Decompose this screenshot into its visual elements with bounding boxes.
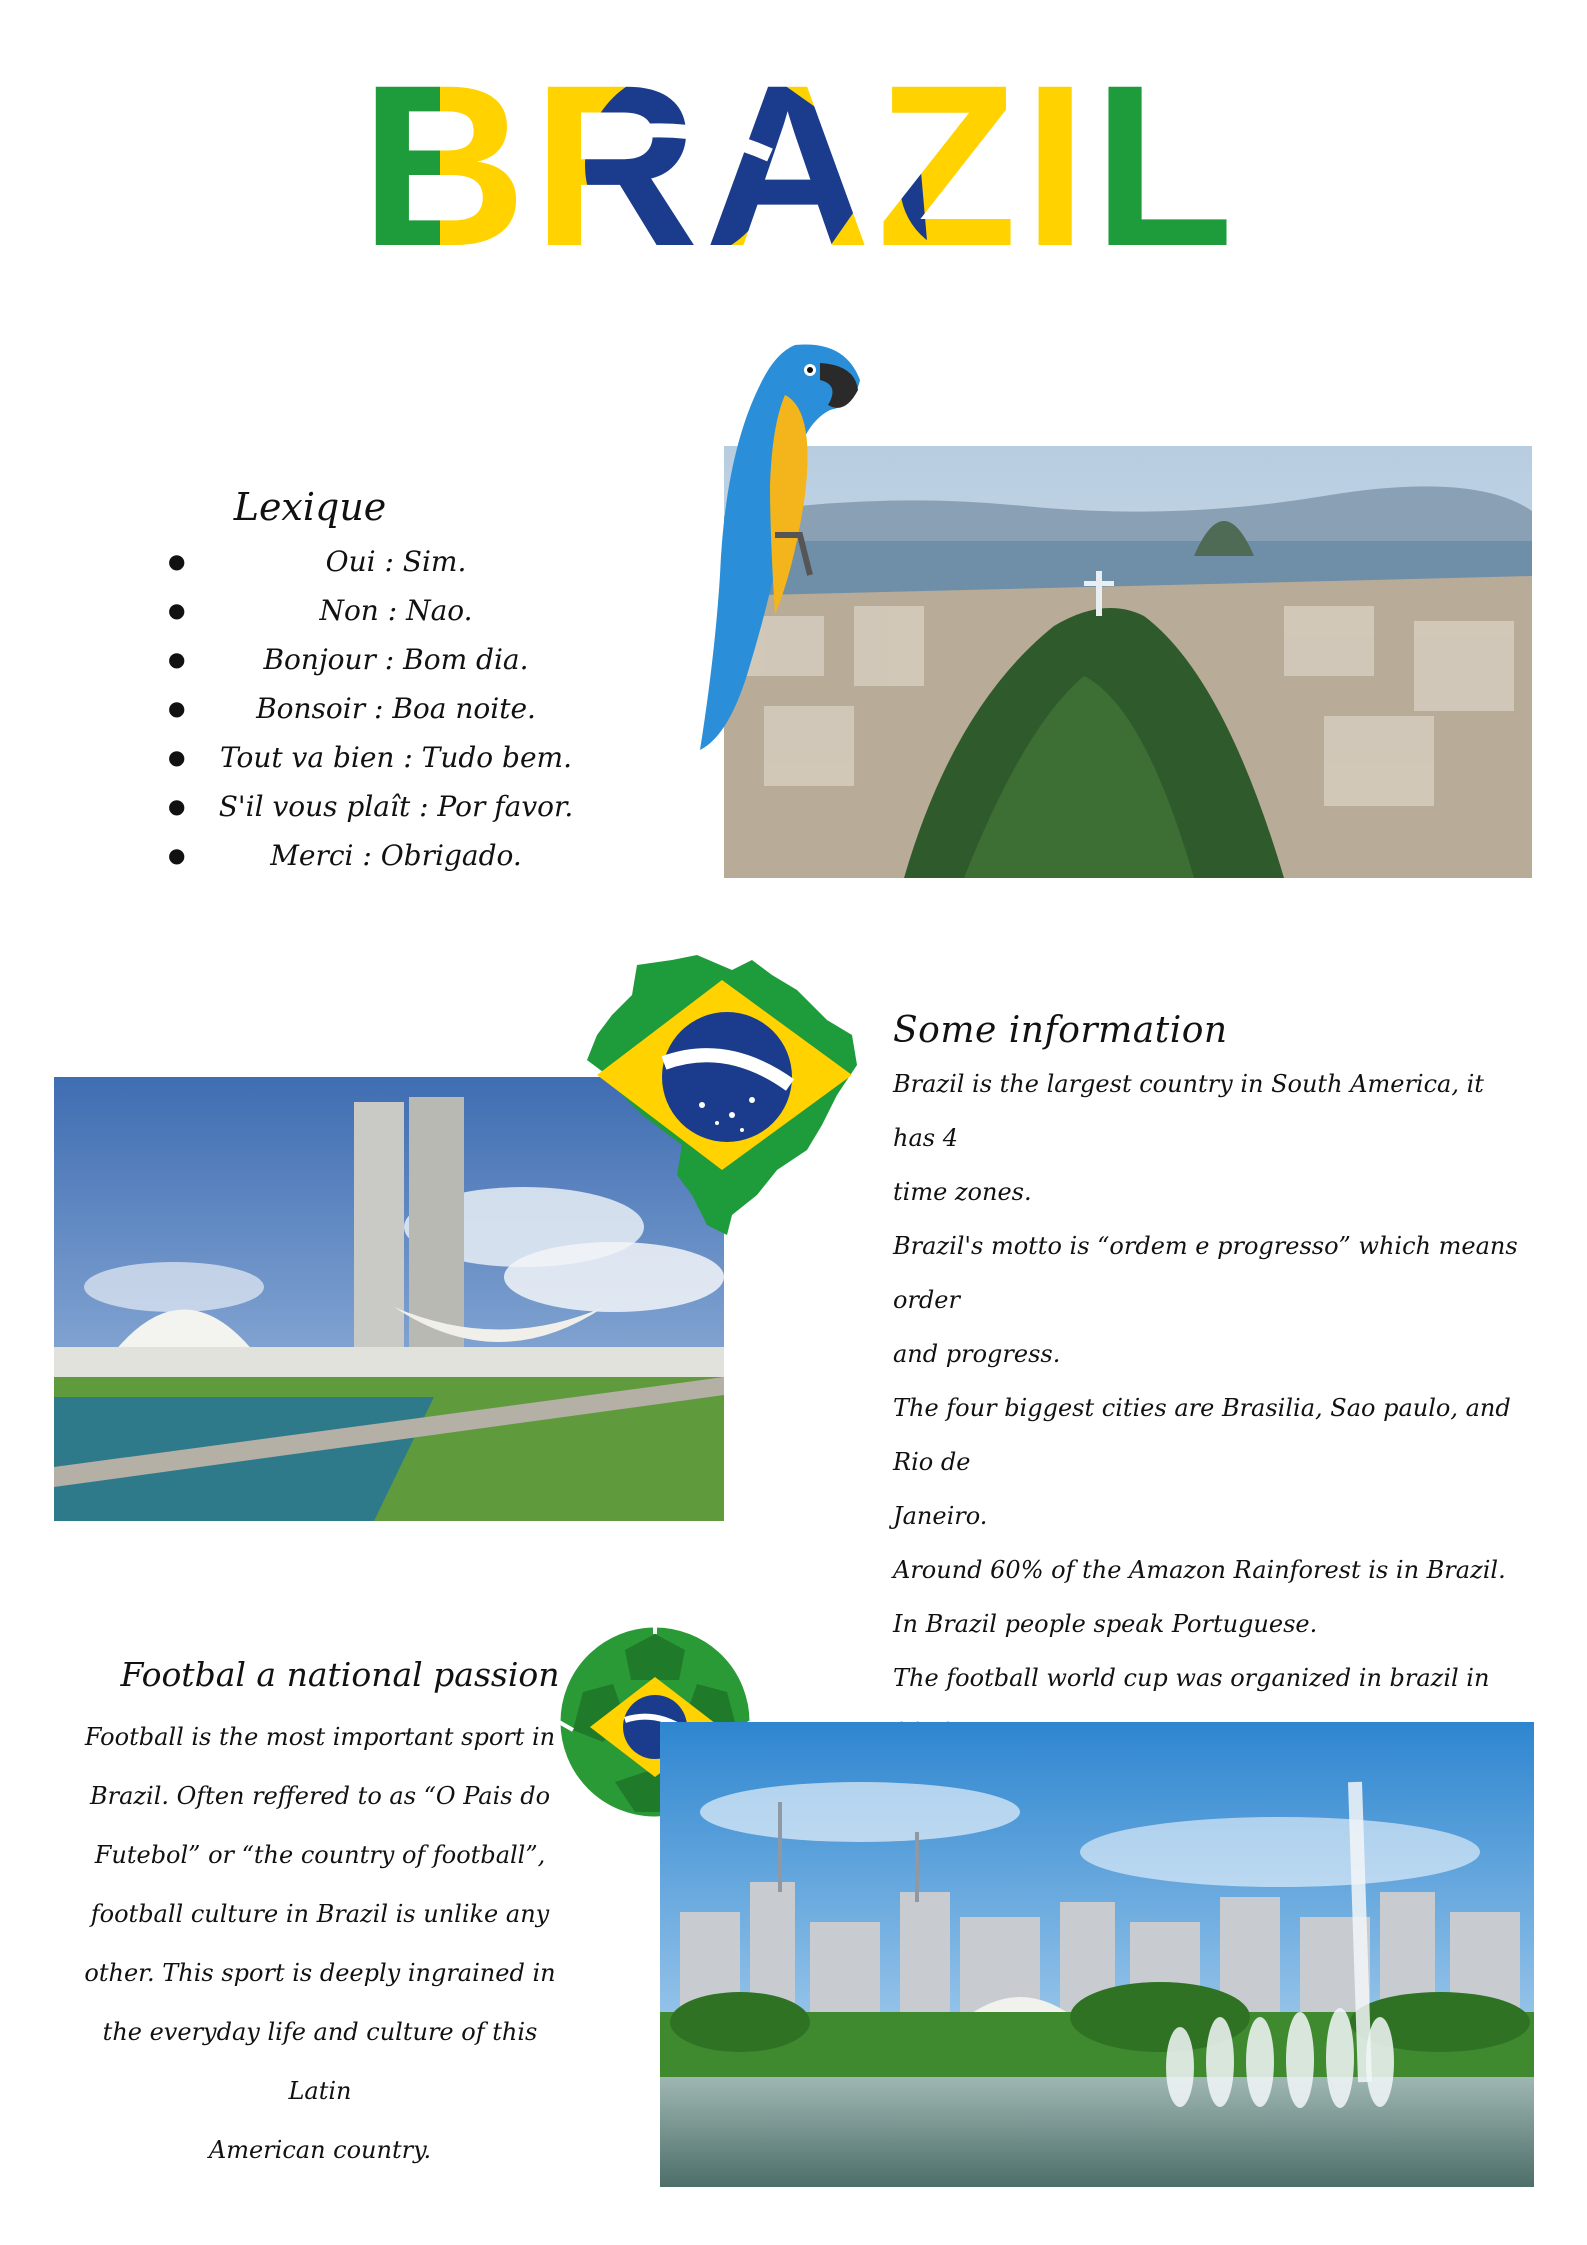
football-line: Brazil. Often reffered to as “O Pais do [89, 1782, 551, 1810]
info-line: Brazil is the largest country in South America, it has 4 [893, 1070, 1484, 1152]
bullet-icon: ● [168, 843, 186, 867]
football-section [80, 1655, 560, 2180]
info-heading: Some information [893, 1010, 1228, 1051]
lexique-section [160, 485, 574, 880]
info-line: Janeiro. [893, 1502, 988, 1530]
list-item: ● Bonsoir : Boa noite. [160, 684, 560, 733]
football-line: the everyday life and culture of this Latin [102, 2018, 538, 2105]
list-item: ● S'il vous plaît : Por favor. [160, 782, 560, 831]
bullet-icon: ● [168, 696, 186, 720]
football-line: Futebol” or “the country of football”, [94, 1841, 546, 1869]
bullet-icon: ● [168, 598, 186, 622]
football-heading: Footbal a national passion [120, 1655, 560, 1694]
list-item: ● Bonjour : Bom dia. [160, 635, 560, 684]
bullet-icon: ● [168, 794, 186, 818]
lexique-heading: Lexique [233, 485, 387, 529]
info-line: Around 60% of the Amazon Rainforest is in Brazil. [893, 1556, 1506, 1584]
bullet-icon: ● [168, 745, 186, 769]
lexique-list [160, 537, 574, 880]
football-line: other. This sport is deeply ingrained in [84, 1959, 556, 1987]
info-line: In Brazil people speak Portuguese. [893, 1610, 1318, 1638]
list-item: ● Merci : Obrigado. [160, 831, 560, 880]
bullet-icon: ● [168, 647, 186, 671]
info-line: The football world cup was organized in brazil in [893, 1664, 1490, 1692]
sao-paulo-park-photo [660, 1722, 1534, 2187]
info-line: and progress. [893, 1340, 1061, 1368]
brazil-flag-map-icon [582, 945, 862, 1240]
list-item: ● Tout va bien : Tudo bem. [160, 733, 560, 782]
info-line: time zones. [893, 1178, 1032, 1206]
title-banner [210, 45, 1390, 275]
info-line: The four biggest cities are Brasilia, Sao paulo, and Rio de [893, 1394, 1511, 1476]
list-item: ● Oui : Sim. [160, 537, 560, 586]
list-item: ● Non : Nao. [160, 586, 560, 635]
title-text: BRAZIL [360, 45, 1240, 275]
football-line: American country. [208, 2136, 432, 2164]
football-line: Football is the most important sport in [84, 1723, 556, 1751]
macaw-parrot-icon [680, 335, 870, 755]
brazil-title-logo [210, 45, 1390, 275]
info-line: Brazil's motto is “ordem e progresso” which means order [893, 1232, 1518, 1314]
info-section [893, 1010, 1533, 1759]
bullet-icon: ● [168, 549, 186, 573]
football-line: football culture in Brazil is unlike any [90, 1900, 550, 1928]
